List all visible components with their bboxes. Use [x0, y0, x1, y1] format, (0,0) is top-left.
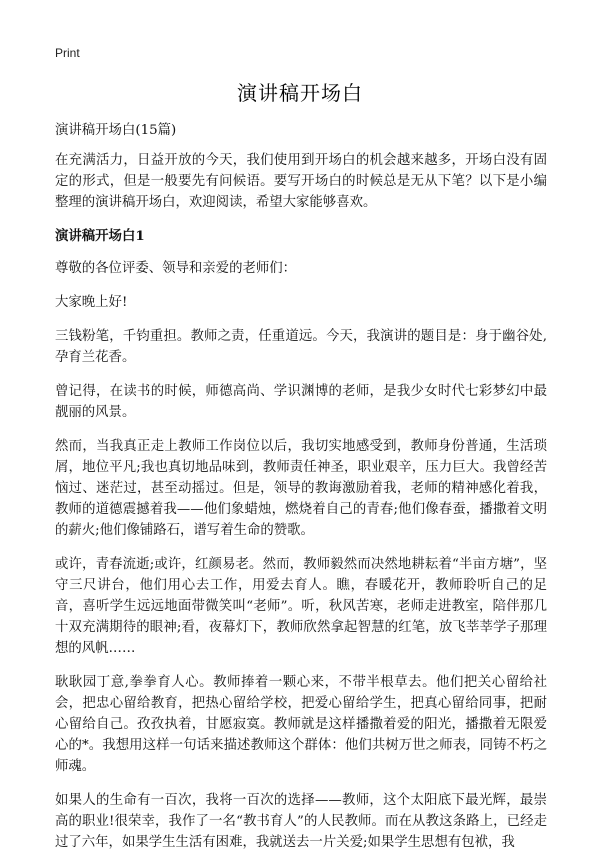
document-subtitle: 演讲稿开场白(15篇)	[55, 123, 177, 138]
document-body	[55, 120, 547, 866]
body-paragraph: 或许，青春流逝;或许，红颜易老。然而，教师毅然而决然地耕耘着“半亩方塘”，坚守三尺讲台，他们用心去工作，用爱去育人。瞧，春暖花开，教师聆听自己的足音，喜听学生远远地面带微笑叫“老师”。听，秋风苦寒，老师走进教室，陪伴那几十双充满期待的眼神;看，夜幕灯下，教师欣然拿起智慧的红笔，放飞莘莘学子那理想的风帆……	[55, 557, 547, 656]
body-paragraph: 尊敬的各位评委、领导和亲爱的老师们：	[55, 261, 297, 276]
body-paragraph: 大家晚上好!	[55, 295, 128, 310]
body-paragraph: 耿耿园丁意,拳拳育人心。教师捧着一颗心来，不带半根草去。他们把关心留给社会，把忠心留给教育，把热心留给学校，把爱心留给学生，把真心留给同事，把耐心留给自己。孜孜执着，甘愿寂寞。教师就是这样播撒着爱的阳光，播撒着无限爱心的*。我想用这样一句话来描述教师这个群体：他们共树万世之师表，同铸不朽之师魂。	[55, 675, 547, 774]
body-paragraph: 如果人的生命有一百次，我将一百次的选择——教师，这个太阳底下最光辉，最崇高的职业!很荣幸，我作了一名“教书育人”的人民教师。而在从教这条路上，已经走过了六年，如果学生生活有困难，我就送去一片关爱;如果学生思想有包袱，我	[55, 793, 547, 850]
document-title: 演讲稿开场白	[237, 81, 363, 105]
intro-paragraph: 在充满活力，日益开放的今天，我们使用到开场白的机会越来越多，开场白没有固定的形式，但是一般要先有问候语。要写开场白的时候总是无从下笔？以下是小编整理的演讲稿开场白，欢迎阅读，希望大家能够喜欢。	[55, 153, 547, 210]
body-paragraph: 曾记得，在读书的时候，师德高尚、学识渊博的老师，是我少女时代七彩梦幻中最靓丽的风景。	[55, 384, 547, 420]
section-heading: 演讲稿开场白1	[55, 228, 145, 244]
body-paragraph: 三钱粉笔，千钧重担。教师之责，任重道远。今天，我演讲的题目是：身于幽谷处,孕育兰花香。	[55, 329, 547, 365]
print-link[interactable]: Print	[55, 46, 80, 60]
body-paragraph: 然而，当我真正走上教师工作岗位以后，我切实地感受到，教师身份普通，生活琐屑，地位平凡;我也真切地品味到，教师责任神圣，职业艰辛，压力巨大。我曾经苦恼过、迷茫过，甚至动摇过。但是，领导的教诲激励着我，老师的精神感化着我，教师的道德震撼着我——他们象蜡烛，燃烧着自己的青春;他们像春蚕，播撒着文明的薪火;他们像铺路石，谱写着生命的赞歌。	[55, 439, 547, 538]
